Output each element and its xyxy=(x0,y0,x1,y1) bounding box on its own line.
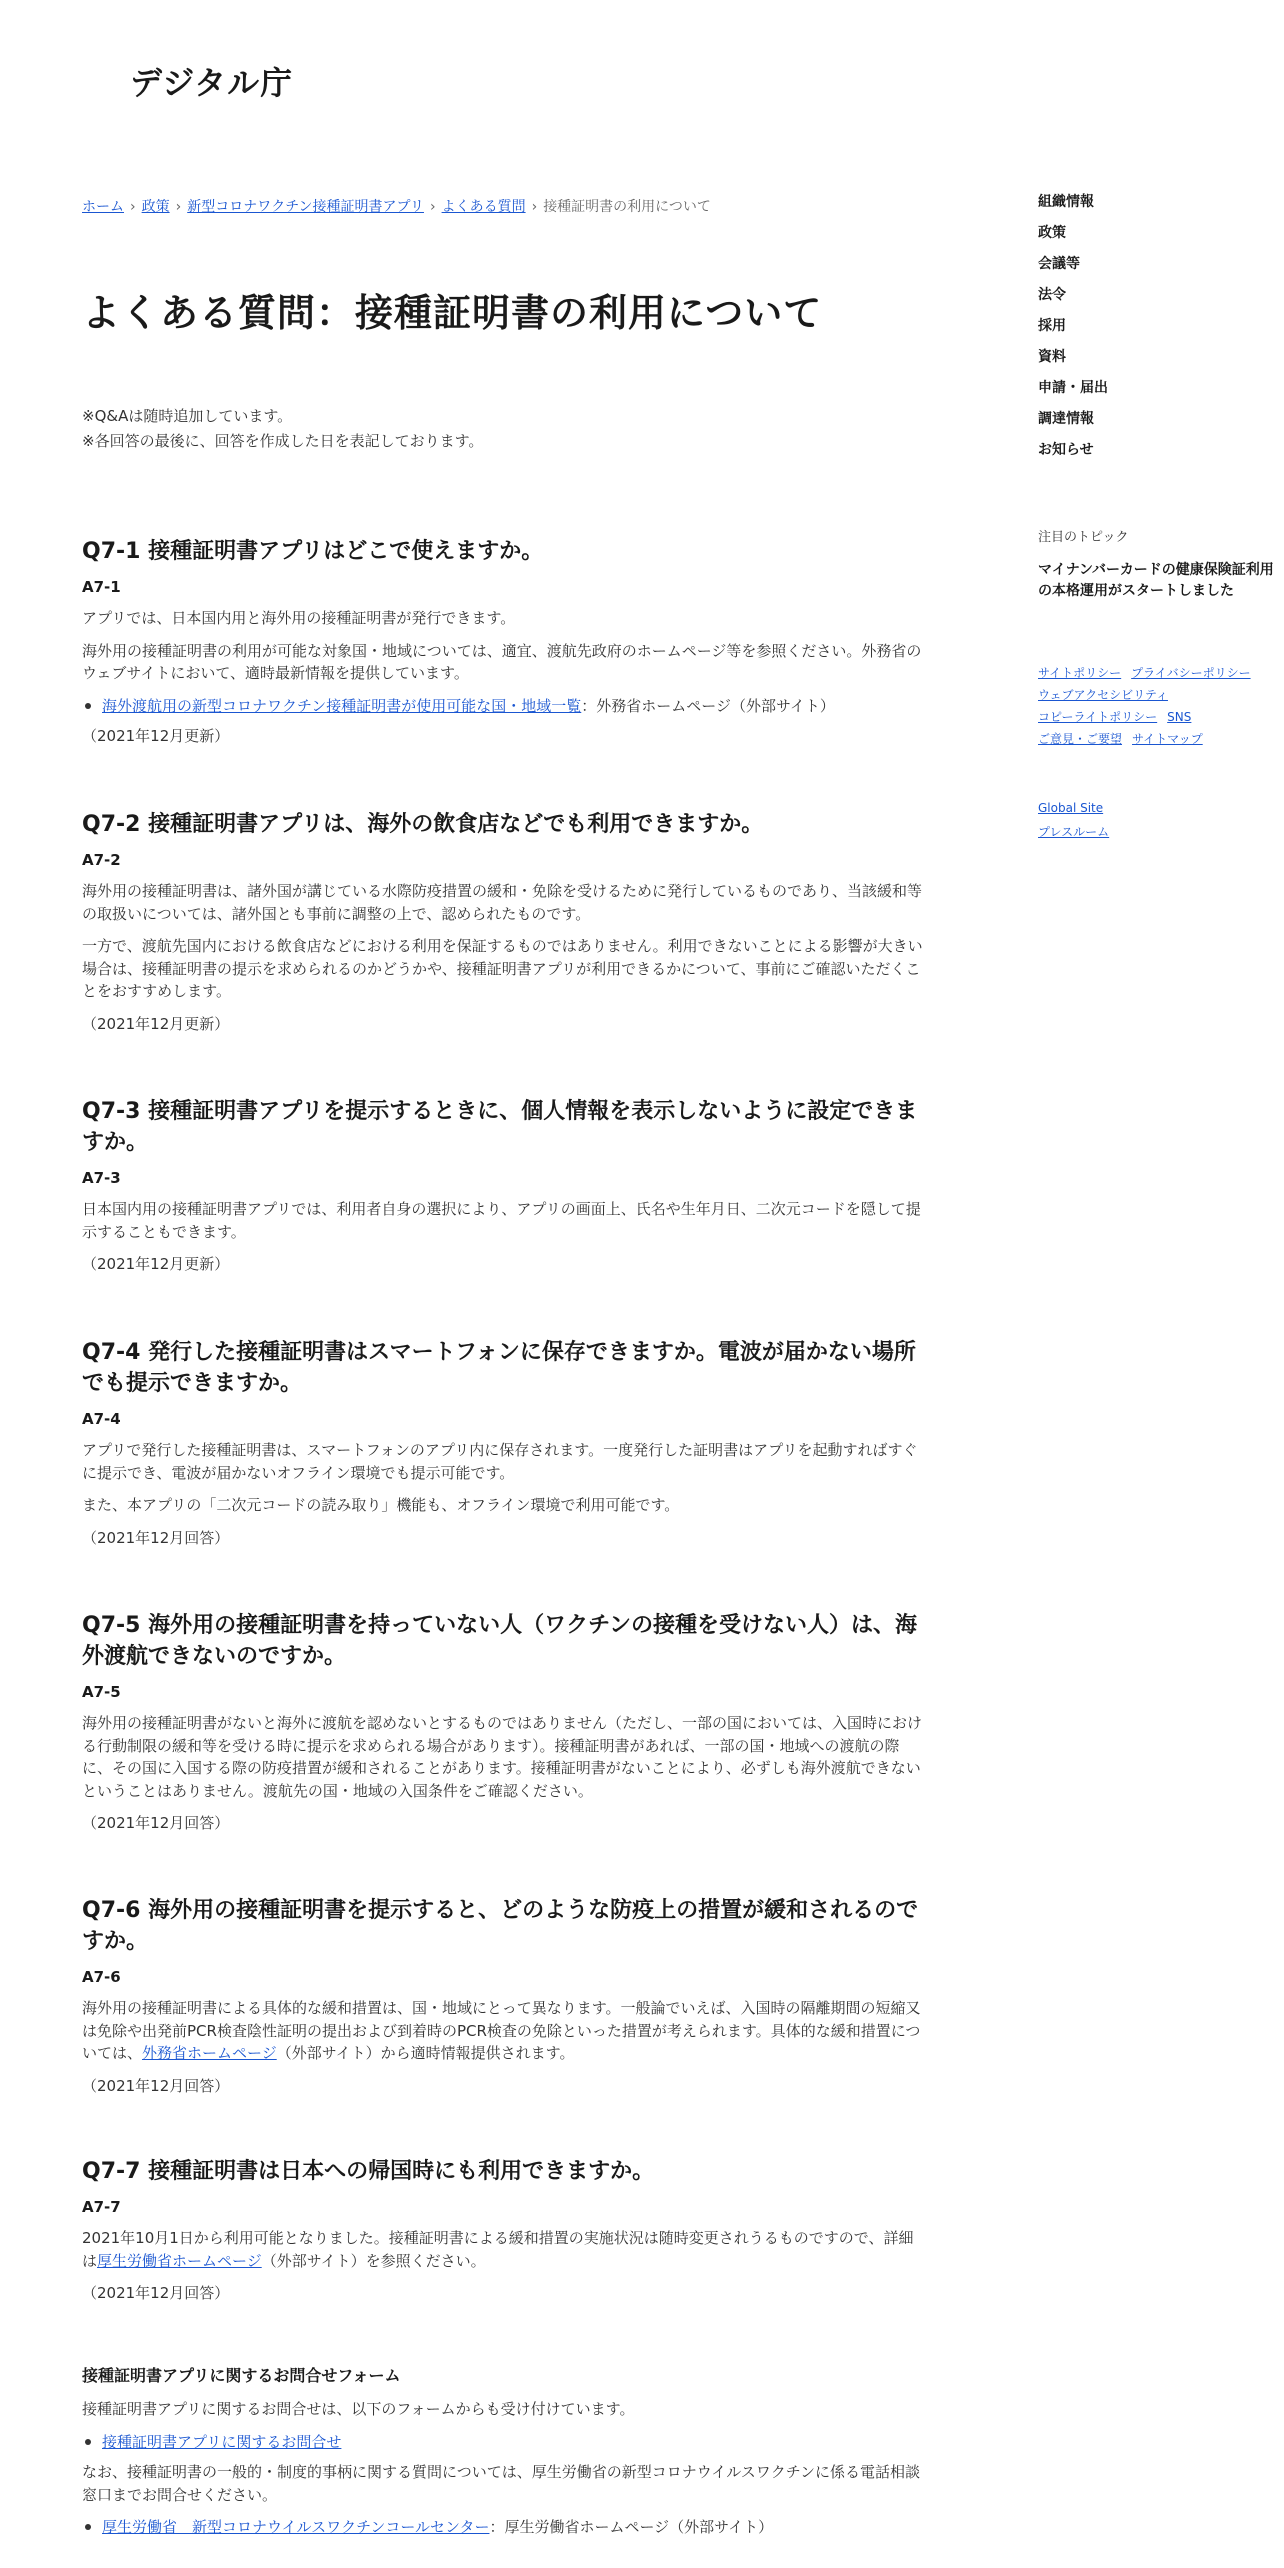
answer-text: 海外用の接種証明書がないと海外に渡航を認めないとするものではありません（ただし、一部の国においては、入国時における行動制限の緩和等を受ける時に提示を求められる場合があります）。接種証明書があれば、一部の国・地域への渡航の際に、その国に入国する際の防疫措置が緩和されることがあります。接種証明書がないことにより、必ずしも海外渡航できないということはありません。渡航先の国・地域の入国条件をご確認ください。 xyxy=(82,1714,923,1800)
answer-label: A7-3 xyxy=(82,1169,121,1187)
answer-text: 日本国内用の接種証明書アプリでは、利用者自身の選択により、アプリの画面上、氏名や生年月日、二次元コードを隠して提示することもできます。 xyxy=(82,1200,921,1241)
list-item xyxy=(82,2431,927,2454)
question-heading: Q7-1 接種証明書アプリはどこで使えますか。 xyxy=(82,539,544,564)
question-heading: Q7-6 海外用の接種証明書を提示すると、どのような防疫上の措置が緩和されるのですか。 xyxy=(82,1898,919,1954)
answer-text: アプリで発行した接種証明書は、スマートフォンのアプリ内に保存されます。一度発行した証明書はアプリを起動すればすぐに提示でき、電波が届かないオフライン環境でも提示可能です。 xyxy=(82,1441,918,1482)
web-accessibility-link[interactable]: ウェブアクセシビリティ xyxy=(1038,688,1168,702)
sidebar-item-news[interactable]: お知らせ xyxy=(1038,442,1094,458)
answer-text: 海外用の接種証明書の利用が可能な対象国・地域については、適宜、渡航先政府のホームページ等を参照ください。外務省の ウェブサイトにおいて、適時最新情報を提供しています。 xyxy=(82,641,922,682)
breadcrumb-policy[interactable]: 政策 xyxy=(141,199,170,215)
link-list xyxy=(82,2516,927,2539)
sidebar-item-laws[interactable]: 法令 xyxy=(1038,287,1066,303)
question-heading: Q7-2 接種証明書アプリは、海外の飲食店などでも利用できますか。 xyxy=(82,812,764,837)
sidebar-item-recruitment[interactable]: 採用 xyxy=(1038,318,1066,334)
site-policy-link[interactable]: サイトポリシー xyxy=(1038,666,1122,680)
breadcrumb-vaccine-app[interactable]: 新型コロナワクチン接種証明書アプリ xyxy=(187,199,424,215)
answer-text: 海外用の接種証明書は、諸外国が講じている水際防疫措置の緩和・免除を受けるために発行しているものであり、当該緩和等の取扱いについては、諸外国とも事前に調整の上で、認められたものです。 xyxy=(82,882,923,923)
intro-note: ※Q&Aは随時追加しています。 xyxy=(82,407,293,425)
press-room-link[interactable]: プレスルーム xyxy=(1038,825,1110,839)
chevron-right-icon: › xyxy=(175,199,182,215)
contact-text: 接種証明書アプリに関するお問合せは、以下のフォームからも受け付けています。 xyxy=(82,2400,635,2418)
answer-date: （2021年12月更新） xyxy=(82,1014,230,1033)
topics-label: 注目のトピック xyxy=(1038,530,1129,545)
sidebar-item-meetings[interactable]: 会議等 xyxy=(1038,256,1080,272)
intro-notes xyxy=(82,404,483,454)
answer-text xyxy=(82,1997,927,2065)
sidebar xyxy=(1038,192,1278,844)
qa-item-7-3 xyxy=(82,1096,927,1276)
answer-date: （2021年12月回答） xyxy=(82,2076,230,2095)
breadcrumb-home[interactable]: ホーム xyxy=(82,199,124,215)
chevron-right-icon: › xyxy=(130,199,136,215)
sidebar-item-applications[interactable]: 申請・届出 xyxy=(1038,380,1108,396)
countries-list-link[interactable]: 海外渡航用の新型コロナワクチン接種証明書が使用可能な国・地域一覧 xyxy=(102,696,582,715)
qa-item-7-4 xyxy=(82,1337,927,1549)
global-site-link[interactable]: Global Site xyxy=(1038,801,1104,815)
answer-date: （2021年12月更新） xyxy=(82,1255,230,1273)
sidebar-item-policy[interactable]: 政策 xyxy=(1038,225,1066,241)
qa-item-7-2 xyxy=(82,809,927,1035)
sidebar-nav xyxy=(1038,192,1278,460)
answer-label: A7-6 xyxy=(82,1968,121,1986)
mhlw-homepage-link[interactable]: 厚生労働省ホームページ xyxy=(97,2251,262,2270)
contact-text: なお、接種証明書の一般的・制度的事柄に関する質問については、厚生労働省の新型コロナウイルスワクチンに係る電話相談窓口までお問合せください。 xyxy=(82,2463,921,2504)
sitemap-link[interactable]: サイトマップ xyxy=(1132,732,1203,746)
qa-item-7-7 xyxy=(82,2156,927,2305)
topic-link[interactable]: マイナンバーカードの健康保険証利用の本格運用がスタートしました xyxy=(1038,562,1274,599)
contact-heading: 接種証明書アプリに関するお問合せフォーム xyxy=(82,2366,401,2385)
question-heading: Q7-3 接種証明書アプリを提示するときに、個人情報を表示しないように設定できますか。 xyxy=(82,1099,918,1155)
intro-note: ※各回答の最後に、回答を作成した日を表記しております。 xyxy=(82,432,484,450)
extra-links xyxy=(1038,796,1278,844)
call-center-link[interactable]: 厚生労働省 新型コロナウイルスワクチンコールセンター xyxy=(102,2518,490,2536)
breadcrumb-faq[interactable]: よくある質問 xyxy=(441,199,526,215)
qa-item-7-6 xyxy=(82,1895,927,2097)
answer-text: 一方で、渡航先国内における飲食店などにおける利用を保証するものではありません。利用できないことによる影響が大きい場合は、接種証明書の提示を求められるのかどうかや、接種証明書アプリが利用できるかについて、事前にご確認いただくことをおすすめします。 xyxy=(82,937,923,1000)
answer-label: A7-5 xyxy=(82,1683,121,1701)
link-list xyxy=(82,695,927,718)
question-heading: Q7-7 接種証明書は日本への帰国時にも利用できますか。 xyxy=(82,2159,655,2184)
link-suffix: ：外務省ホームページ（外部サイト） xyxy=(581,696,835,715)
answer-text-part: （外部サイト）から適時情報提供されます。 xyxy=(276,2044,575,2062)
answer-text xyxy=(82,2227,927,2272)
breadcrumb-current: 接種証明書の利用について xyxy=(543,199,711,215)
page-title: よくある質問：接種証明書の利用について xyxy=(82,291,823,335)
breadcrumb xyxy=(82,196,711,216)
sidebar-item-materials[interactable]: 資料 xyxy=(1038,349,1066,365)
answer-label: A7-7 xyxy=(82,2198,121,2216)
answer-label: A7-4 xyxy=(82,1410,121,1428)
question-heading: Q7-4 発行した接種証明書はスマートフォンに保存できますか。電波が届かない場所でも提示できますか。 xyxy=(82,1340,916,1396)
inquiry-form-link[interactable]: 接種証明書アプリに関するお問合せ xyxy=(102,2432,342,2451)
answer-text-part: 海外用の接種証明書による具体的な緩和措置は、国・地域にとって異なります。一般論でいえば、入国時の隔離期間の短縮又は免除や出発前PCR検査陰性証明の提出および到着時のPCR検査の免除といった措置が考えられます。具体的な緩和措置については、 xyxy=(82,1999,921,2062)
copyright-policy-link[interactable]: コピーライトポリシー xyxy=(1038,710,1158,724)
list-item xyxy=(82,2516,927,2539)
qa-item-7-5 xyxy=(82,1610,927,1835)
privacy-policy-link[interactable]: プライバシーポリシー xyxy=(1131,666,1251,680)
link-suffix: ：厚生労働省ホームページ（外部サイト） xyxy=(489,2518,774,2536)
answer-text: アプリでは、日本国内用と海外用の接種証明書が発行できます。 xyxy=(82,609,516,627)
answer-label: A7-2 xyxy=(82,851,121,869)
answer-text: また、本アプリの「二次元コードの読み取り」機能も、オフライン環境で利用可能です。 xyxy=(82,1496,680,1514)
question-heading: Q7-5 海外用の接種証明書を持っていない人（ワクチンの接種を受けない人）は、海外渡航できないのですか。 xyxy=(82,1613,918,1669)
answer-date: （2021年12月回答） xyxy=(82,1528,230,1547)
answer-text-part: 2021年10月1日から利用可能となりました。接種証明書による緩和措置の実施状況は随時変更されうるものですので、詳細は xyxy=(82,2229,914,2270)
chevron-right-icon: › xyxy=(429,199,436,215)
link-list xyxy=(82,2431,927,2454)
footer-links xyxy=(1038,662,1278,750)
site-logo[interactable]: デジタル庁 xyxy=(130,64,294,102)
answer-text-part: （外部サイト）を参照ください。 xyxy=(261,2251,486,2270)
answer-date: （2021年12月回答） xyxy=(82,2284,230,2302)
list-item xyxy=(82,695,927,718)
sidebar-item-organization[interactable]: 組織情報 xyxy=(1038,194,1094,210)
chevron-right-icon: › xyxy=(531,199,538,215)
answer-date: （2021年12月回答） xyxy=(82,1814,230,1832)
feedback-link[interactable]: ご意見・ご要望 xyxy=(1038,732,1123,746)
qa-item-7-1 xyxy=(82,536,927,748)
sns-link[interactable]: SNS xyxy=(1167,710,1192,724)
answer-label: A7-1 xyxy=(82,578,121,596)
mofa-homepage-link[interactable]: 外務省ホームページ xyxy=(142,2044,277,2062)
answer-date: （2021年12月更新） xyxy=(82,727,230,745)
contact-section xyxy=(82,2364,927,2547)
sidebar-item-procurement[interactable]: 調達情報 xyxy=(1038,411,1094,427)
